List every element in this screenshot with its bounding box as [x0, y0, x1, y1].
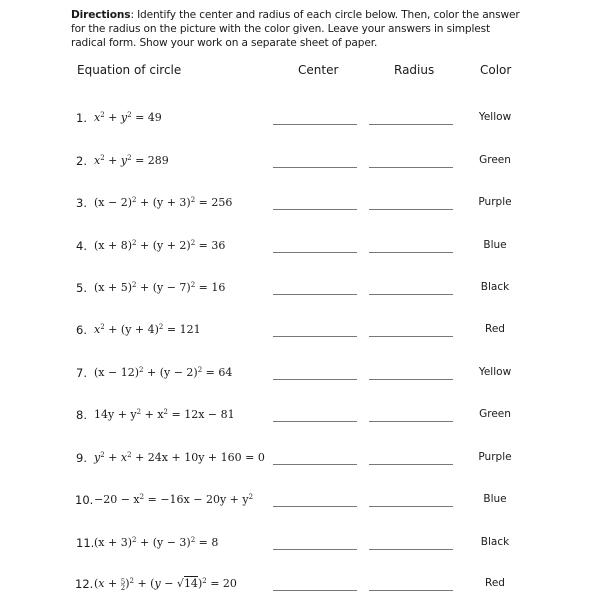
problem-number: 7. — [76, 366, 87, 380]
radius-answer-blank[interactable] — [369, 506, 453, 507]
radius-answer-blank[interactable] — [369, 421, 453, 422]
radius-answer-blank[interactable] — [369, 379, 453, 380]
fraction: 5 2 — [120, 578, 126, 592]
center-answer-blank[interactable] — [273, 336, 357, 337]
problem-number: 9. — [76, 451, 87, 465]
color-label: Yellow — [478, 111, 512, 123]
radius-answer-blank[interactable] — [369, 294, 453, 295]
directions-label: Directions — [71, 9, 131, 21]
problem-row-8 — [0, 408, 600, 428]
color-label: Purple — [478, 451, 512, 463]
center-answer-blank[interactable] — [273, 252, 357, 253]
equation: $(x + 8)^2 + (y + 2)^2 = 36$ — [94, 239, 226, 252]
color-label: Red — [485, 577, 505, 589]
directions — [71, 8, 526, 50]
problem-number: 2. — [76, 154, 87, 168]
color-label: Green — [479, 408, 511, 420]
equation: $x^2 + y^2 = 49$ — [94, 111, 162, 124]
header-equation: Equation of circle — [77, 63, 182, 77]
radius-answer-blank[interactable] — [369, 549, 453, 550]
radius-answer-blank[interactable] — [369, 209, 453, 210]
problem-row-1 — [0, 111, 600, 131]
center-answer-blank[interactable] — [273, 294, 357, 295]
problem-row-6 — [0, 323, 600, 343]
center-answer-blank[interactable] — [273, 209, 357, 210]
radius-answer-blank[interactable] — [369, 590, 453, 591]
radius-answer-blank[interactable] — [369, 336, 453, 337]
center-answer-blank[interactable] — [273, 124, 357, 125]
center-answer-blank[interactable] — [273, 549, 357, 550]
problem-number: 3. — [76, 196, 87, 210]
color-label: Blue — [483, 239, 507, 251]
problem-number: 11. — [76, 536, 95, 550]
center-answer-blank[interactable] — [273, 590, 357, 591]
color-label: Black — [480, 281, 510, 293]
problem-number: 10. — [75, 493, 94, 507]
equation: $y^2 + x^2 + 24x + 10y + 160 = 0$ — [94, 451, 265, 464]
equation: (x + 5 2 )$^2 + (y - √14)^2 = 20$ — [94, 577, 237, 592]
center-answer-blank[interactable] — [273, 421, 357, 422]
problem-row-5 — [0, 281, 600, 301]
radius-answer-blank[interactable] — [369, 167, 453, 168]
problem-number: 4. — [76, 239, 87, 253]
color-label: Purple — [478, 196, 512, 208]
problem-number: 12. — [75, 577, 94, 591]
center-answer-blank[interactable] — [273, 167, 357, 168]
problem-row-7 — [0, 366, 600, 386]
equation: $(x - 12)^2 + (y - 2)^2 = 64$ — [94, 366, 233, 379]
equation: $(x + 5)^2 + (y - 7)^2 = 16$ — [94, 281, 226, 294]
center-answer-blank[interactable] — [273, 464, 357, 465]
equation: $(x - 2)^2 + (y + 3)^2 = 256$ — [94, 196, 233, 209]
problem-row-2 — [0, 154, 600, 174]
problem-row-9 — [0, 451, 600, 471]
problem-row-4 — [0, 239, 600, 259]
header-color: Color — [480, 63, 512, 77]
problem-row-10 — [0, 493, 600, 513]
problem-number: 6. — [76, 323, 87, 337]
problem-number: 8. — [76, 408, 87, 422]
problem-row-11 — [0, 536, 600, 556]
color-label: Yellow — [478, 366, 512, 378]
equation: $-20 - x^2 = -16x - 20y + y^2$ — [94, 493, 254, 506]
radius-answer-blank[interactable] — [369, 252, 453, 253]
equation: $14y + y^2 + x^2 = 12x - 81$ — [94, 408, 235, 421]
equation: $x^2 + y^2 = 289$ — [94, 154, 169, 167]
color-label: Green — [479, 154, 511, 166]
radius-answer-blank[interactable] — [369, 464, 453, 465]
problem-row-3 — [0, 196, 600, 216]
problem-row-12 — [0, 577, 600, 597]
header-center: Center — [298, 63, 339, 77]
center-answer-blank[interactable] — [273, 379, 357, 380]
center-answer-blank[interactable] — [273, 506, 357, 507]
header-radius: Radius — [394, 63, 435, 77]
equation: $x^2 + (y + 4)^2 = 121$ — [94, 323, 201, 336]
directions-text: : Identify the center and radius of each circle below. Then, color the answer for the radius on the picture with the color given. Leave your answers in simplest radical form. Show your work on a separate sheet of paper. — [71, 9, 520, 49]
color-label: Blue — [483, 493, 507, 505]
radius-answer-blank[interactable] — [369, 124, 453, 125]
color-label: Black — [480, 536, 510, 548]
problem-number: 1. — [76, 111, 87, 125]
color-label: Red — [485, 323, 505, 335]
equation: $(x + 3)^2 + (y - 3)^2 = 8$ — [94, 536, 219, 549]
problem-number: 5. — [76, 281, 87, 295]
